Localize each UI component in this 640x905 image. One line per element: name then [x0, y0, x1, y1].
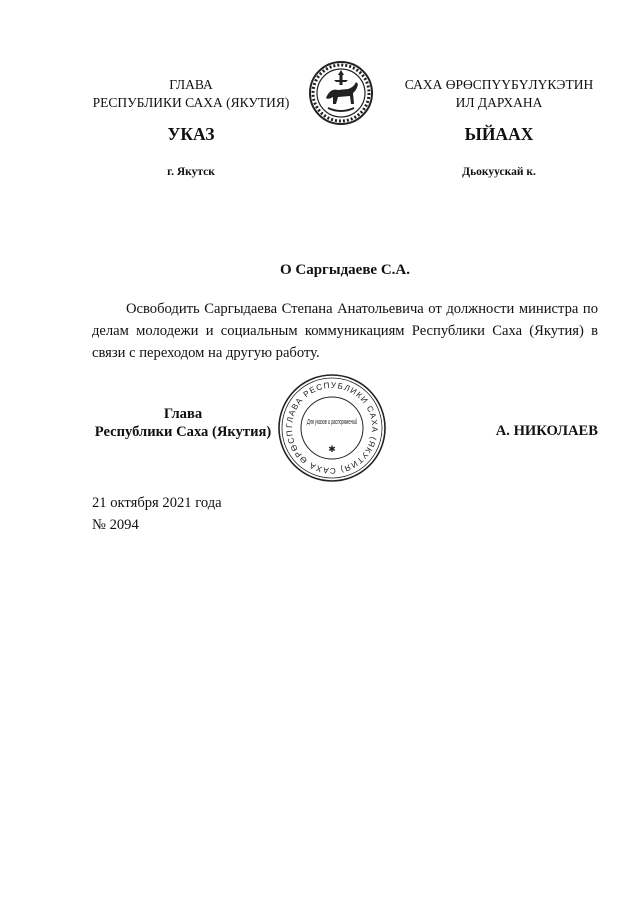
document-body: Освободить Саргыдаева Степана Анатольевича от должности министра по делам молодежи и социальным коммуникациям Республики Саха (Якутия) в связи с переходом на другую работу. [92, 301, 598, 361]
coat-of-arms-emblem-icon [308, 60, 374, 126]
header-left-line1: ГЛАВА [169, 77, 213, 92]
header-right-line1: САХА ӨРӨСПҮҮБҮЛҮКЭТИН [404, 77, 594, 92]
signatory-position-line1: Глава [163, 406, 203, 422]
doc-type-right: ЫЙААХ [464, 124, 534, 144]
doc-type-left: УКАЗ [167, 124, 215, 144]
document-date: 21 октября 2021 года [92, 495, 222, 511]
header-left-block [62, 76, 320, 112]
header-right-block [372, 76, 626, 112]
signatory-position-line2: Республики Саха (Якутия) [94, 424, 272, 440]
header-left-line2: РЕСПУБЛИКИ САХА (ЯКУТИЯ) [92, 95, 290, 110]
header-right-line2: ИЛ ДАРХАНА [455, 95, 543, 110]
seal-ring-text: ГЛАВА РЕСПУБЛИКИ САХА (ЯКУТИЯ) САХА ӨРӨСП [284, 380, 380, 476]
document-number: № 2094 [92, 517, 139, 533]
signatory-position [92, 405, 274, 441]
official-stamp-seal-icon [276, 372, 388, 484]
city-right: Дьокуускай к. [462, 166, 536, 178]
document-footer [92, 492, 222, 536]
svg-text:Для указов и распоряжений [306, 418, 357, 426]
document-title: О Саргыдаеве С.А. [279, 262, 411, 278]
seal-center-text: Для указов и [307, 419, 349, 426]
signatory-name: А. НИКОЛАЕВ [495, 423, 598, 439]
city-left: г. Якутск [167, 166, 215, 178]
svg-text:✱: ✱ [328, 444, 336, 454]
